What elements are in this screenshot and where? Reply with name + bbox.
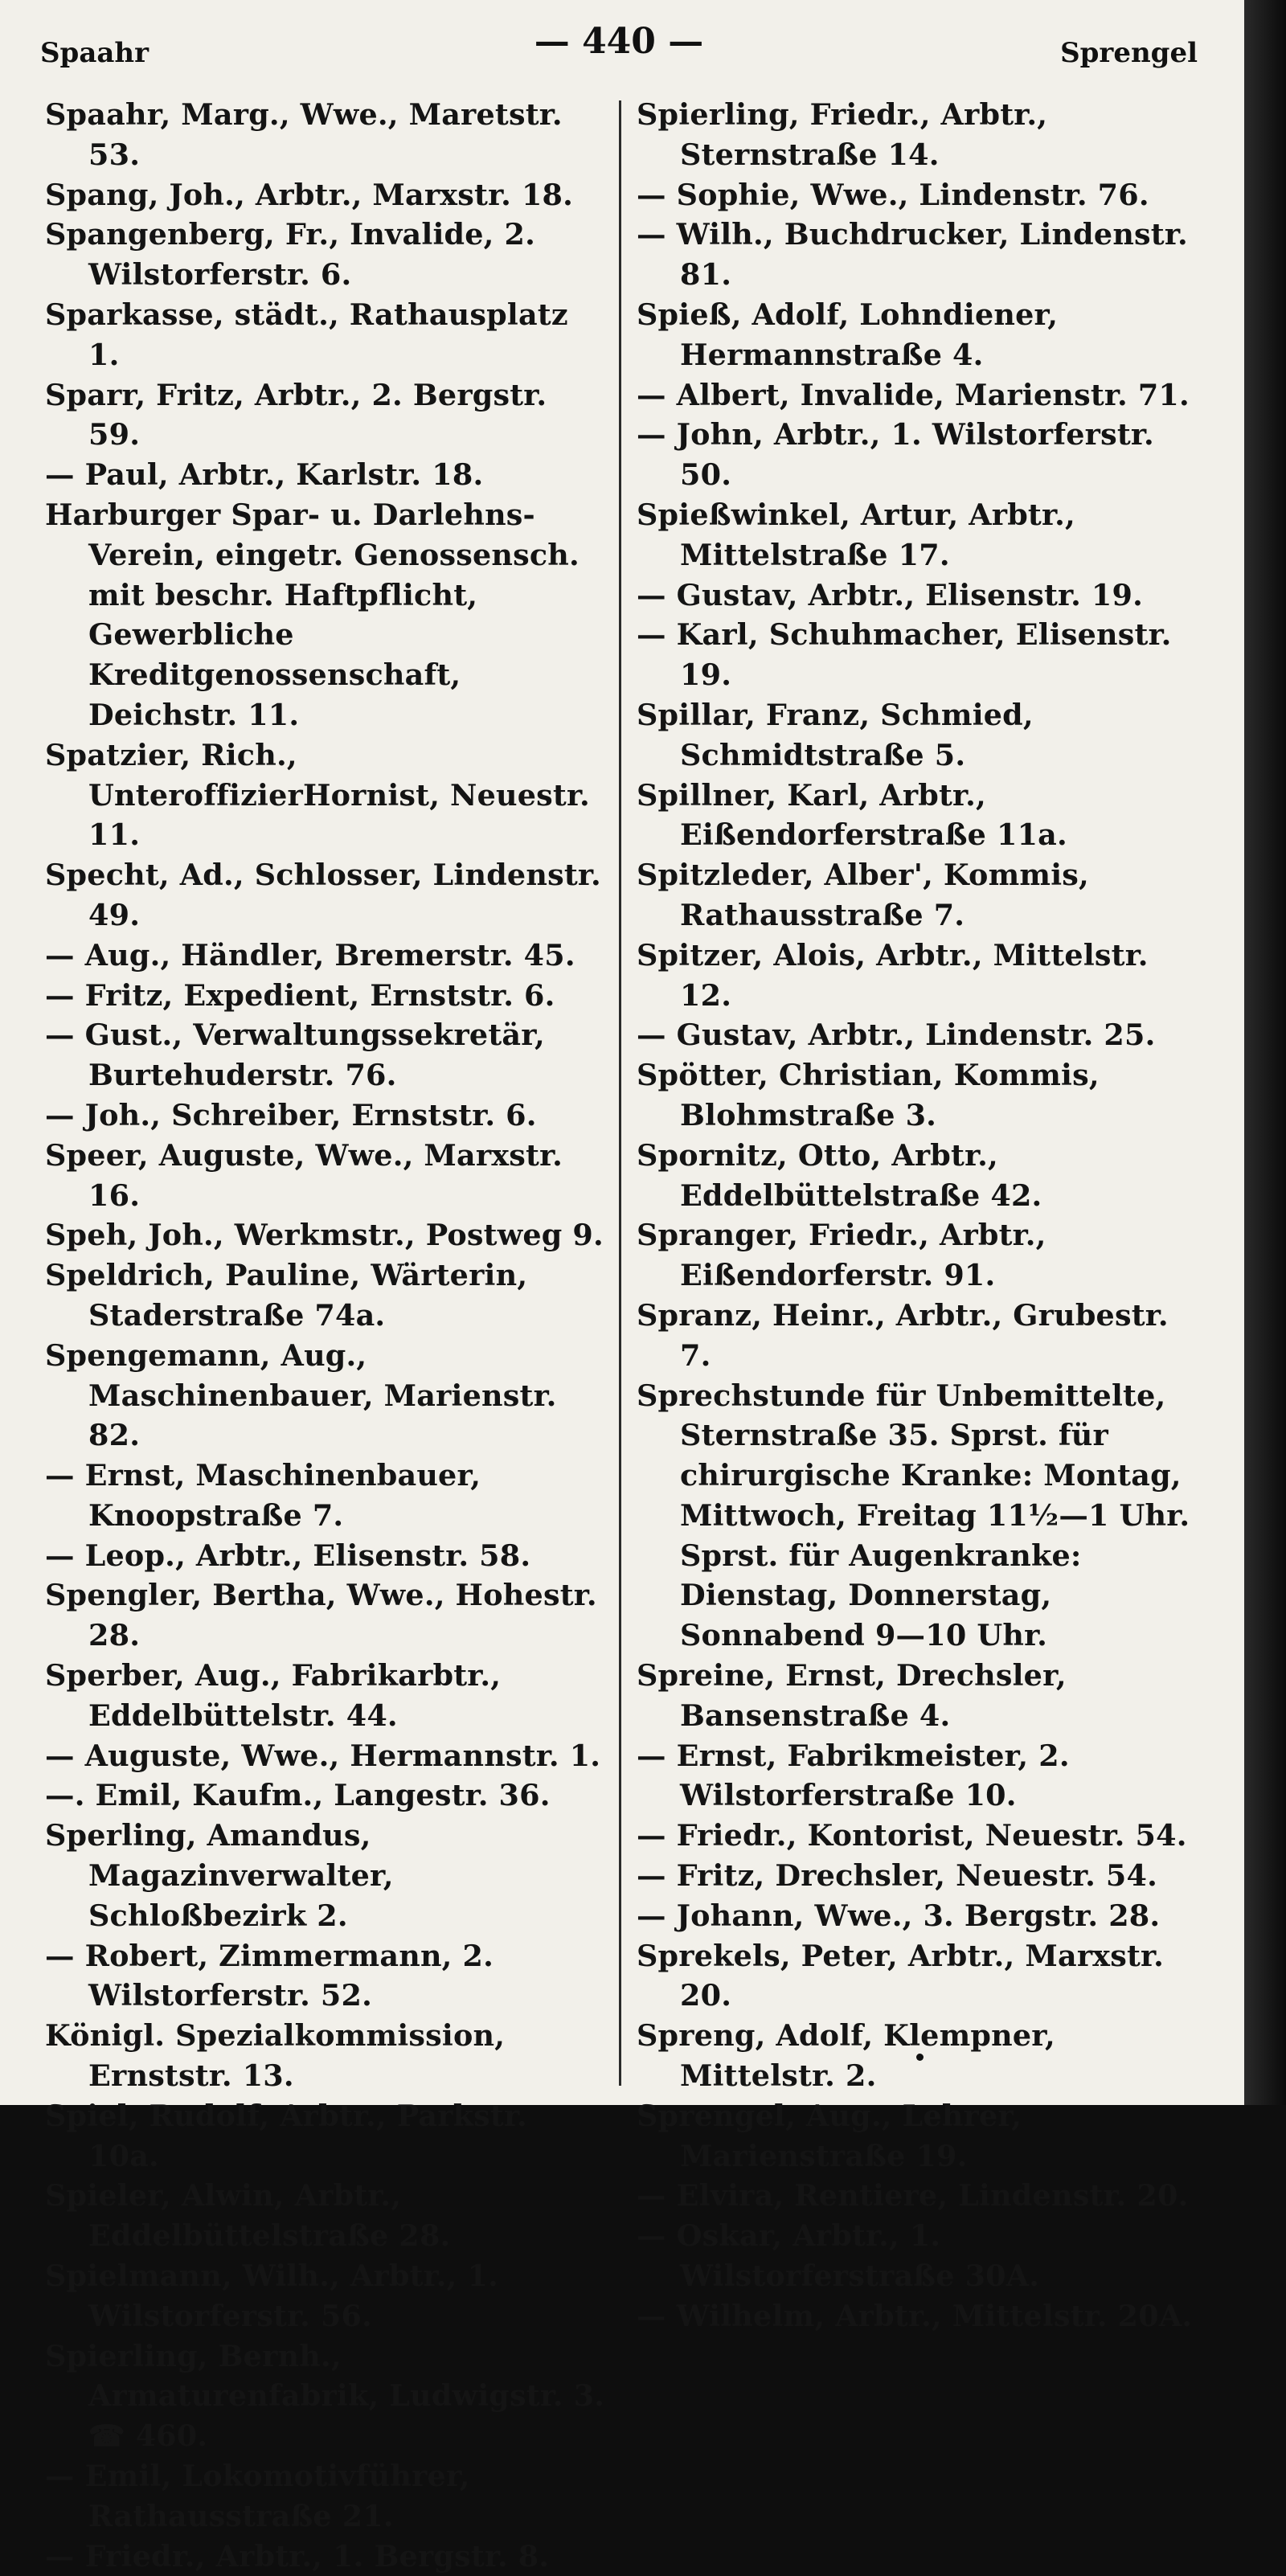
directory-entry: Spranger, Friedr., Arbtr., Eißendorferstr. 91. <box>637 1218 1057 1293</box>
left-column <box>45 95 616 2576</box>
directory-entry: Spreine, Ernst, Drechsler, Bansenstraße 4. <box>637 1658 1077 1733</box>
directory-entry: — Albert, Invalide, Marienstr. 71. <box>637 377 1190 412</box>
directory-entry: Spengemann, Aug., Maschinenbauer, Marienstr. 82. <box>45 1337 567 1453</box>
directory-entry: — Wilhelm, Arbtr., Mittelstr. 20A. <box>637 2298 1193 2333</box>
directory-entry: Spengler, Bertha, Wwe., Hohestr. 28. <box>45 1578 608 1653</box>
directory-entry: Spieler, Alwin, Arbtr., Eddelbüttelstraße 28. <box>45 2178 451 2254</box>
directory-entry: — Oskar, Arbtr., 1. Wilstorferstraße 30A. <box>637 2218 1040 2294</box>
directory-entry: — Sophie, Wwe., Lindenstr. 76. <box>637 177 1149 212</box>
directory-entry: — Robert, Zimmermann, 2. Wilstorferstr. 52. <box>45 1938 504 2013</box>
directory-entry: Spillar, Franz, Schmied, Schmidtstraße 5. <box>637 697 1044 772</box>
running-head-left: Spaahr <box>40 37 149 69</box>
running-head-right: Sprengel <box>1060 37 1198 69</box>
directory-entry: — Gust., Verwaltungssekretär, Burtehuderstr. 76. <box>45 1018 555 1093</box>
directory-entry: — John, Arbtr., 1. Wilstorferstr. 50. <box>637 417 1165 493</box>
directory-entry: —. Emil, Kaufm., Langestr. 36. <box>45 1778 551 1813</box>
directory-entry: Spierling, Bernh., Armaturenfabrik, Ludwigstr. 3. ☎ 460. <box>45 2338 616 2454</box>
page-number: — 440 — <box>534 21 704 62</box>
directory-entry: Königl. Spezialkommission, Ernststr. 13. <box>45 2018 516 2094</box>
directory-entry: Spieß, Adolf, Lohndiener, Hermannstraße 4. <box>637 297 1069 372</box>
ink-dot <box>916 2054 924 2061</box>
directory-entry: Spötter, Christian, Kommis, Blohmstraße 3. <box>637 1058 1110 1132</box>
directory-entry: — Paul, Arbtr., Karlstr. 18. <box>45 457 484 493</box>
directory-entry: Spitzleder, Alber', Kommis, Rathausstraße 7. <box>637 858 1100 932</box>
directory-entry: Sprechstunde für Unbemittelte, Sternstraße 35. Sprst. für chirurgische Kranke: Montag, Mittwoch, Freitag 11½—1 Uhr. Sprst. für Augenkranke: Dienstag, Donnerstag, Sonnabend 9—10 Uhr. <box>637 1378 1201 1653</box>
directory-entry: — Karl, Schuhmacher, Elisenstr. 19. <box>637 617 1182 693</box>
directory-entry: Sparkasse, städt., Rathausplatz 1. <box>45 297 579 372</box>
directory-entry: — Emil, Lokomotivführer, Rathausstraße 21. <box>45 2459 481 2533</box>
directory-entry: Spatzier, Rich., UnteroffizierHornist, Neuestr. 11. <box>45 737 600 853</box>
right-column <box>637 95 1199 2336</box>
directory-entry: — Wilh., Buchdrucker, Lindenstr. 81. <box>637 217 1198 293</box>
directory-entry: Speer, Auguste, Wwe., Marxstr. 16. <box>45 1137 573 1213</box>
directory-entry: — Auguste, Wwe., Hermannstr. 1. <box>45 1738 601 1773</box>
directory-entry: — Elvira, Rentiere, Lindenstr. 20. <box>637 2178 1189 2214</box>
directory-entry: Sperling, Amandus, Magazinverwalter, Schloßbezirk 2. <box>45 1818 404 1933</box>
directory-entry: Spitzer, Alois, Arbtr., Mittelstr. 12. <box>637 937 1159 1013</box>
directory-entry: Spreng, Adolf, Klempner, Mittelstr. 2. <box>637 2018 1066 2094</box>
directory-entry: Spang, Joh., Arbtr., Marxstr. 18. <box>45 177 574 212</box>
directory-entry: — Gustav, Arbtr., Elisenstr. 19. <box>637 577 1144 612</box>
directory-entry: Spiel, Rudolf, Arbtr., Parkstr. 10a. <box>45 2098 538 2173</box>
directory-entry: Spornitz, Otto, Arbtr., Eddelbüttelstraße 42. <box>637 1137 1042 1213</box>
directory-entry: — Friedr., Arbtr., 1. Bergstr. 8. <box>45 2538 550 2574</box>
directory-entry: — Ernst, Fabrikmeister, 2. Wilstorferstraße 10. <box>637 1738 1080 1813</box>
directory-entry: — Fritz, Drechsler, Neuestr. 54. <box>637 1858 1158 1894</box>
directory-entry: Spießwinkel, Artur, Arbtr., Mittelstraße 17. <box>637 497 1086 572</box>
directory-entry: — Gustav, Arbtr., Lindenstr. 25. <box>637 1018 1156 1053</box>
directory-entry: Speldrich, Pauline, Wärterin, Staderstraße 74a. <box>45 1258 539 1333</box>
page-edge-shadow <box>1244 0 1286 2105</box>
column-divider <box>619 100 621 2086</box>
directory-entry: — Joh., Schreiber, Ernststr. 6. <box>45 1097 537 1132</box>
directory-entry: Sparr, Fritz, Arbtr., 2. Bergstr. 59. <box>45 377 558 453</box>
directory-entry: — Friedr., Kontorist, Neuestr. 54. <box>637 1818 1187 1853</box>
directory-entry: — Ernst, Maschinenbauer, Knoopstraße 7. <box>45 1458 492 1533</box>
directory-entry: Speh, Joh., Werkmstr., Postweg 9. <box>45 1218 604 1253</box>
directory-entry: Spaahr, Marg., Wwe., Maretstr. 53. <box>45 97 573 172</box>
directory-entry: Spielmann, Wilh., Arbtr., 1. Wilstorferstr. 56. <box>45 2259 509 2333</box>
directory-entry: Sprekels, Peter, Arbtr., Marxstr. 20. <box>637 1938 1174 2013</box>
directory-entry: Spangenberg, Fr., Invalide, 2. Wilstorferstr. 6. <box>45 217 546 293</box>
page-header <box>40 14 1198 69</box>
directory-entry: Sprengel, Aug., Lehrer, Marienstraße 19. <box>637 2098 1033 2173</box>
directory-entry: Spierling, Friedr., Arbtr., Sternstraße 14. <box>637 97 1059 172</box>
directory-entry: — Johann, Wwe., 3. Bergstr. 28. <box>637 1898 1161 1933</box>
columns <box>45 95 1227 2574</box>
directory-entry: — Leop., Arbtr., Elisenstr. 58. <box>45 1538 531 1573</box>
directory-entry: Specht, Ad., Schlosser, Lindenstr. 49. <box>45 858 612 932</box>
directory-entry: Harburger Spar- u. Darlehns-Verein, eingetr. Genossensch. mit beschr. Haftpflicht, Gewerbliche Kreditgenossenschaft, Deichstr. 11. <box>45 497 590 732</box>
directory-entry: — Fritz, Expedient, Ernststr. 6. <box>45 977 555 1013</box>
directory-entry: Spillner, Karl, Arbtr., Eißendorferstraße 11a. <box>637 777 1067 853</box>
directory-entry: Spranz, Heinr., Arbtr., Grubestr. 7. <box>637 1297 1179 1373</box>
directory-entry: — Aug., Händler, Bremerstr. 45. <box>45 937 575 973</box>
directory-entry: Sperber, Aug., Fabrikarbtr., Eddelbüttelstr. 44. <box>45 1658 512 1733</box>
